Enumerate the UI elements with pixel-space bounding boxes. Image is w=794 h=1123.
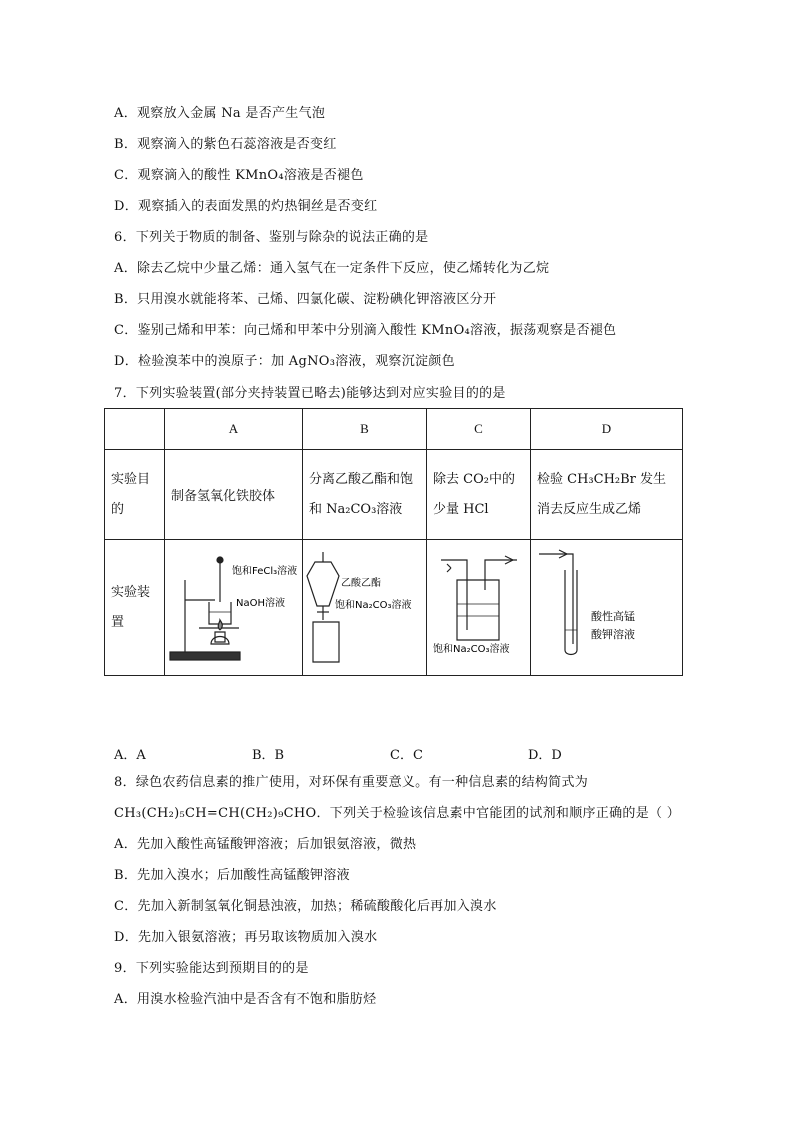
q6-option-c: C．鉴别己烯和甲苯：向己烯和甲苯中分别滴入酸性 KMnO₄溶液，振荡观察是否褪色	[114, 323, 617, 338]
header-b: B	[303, 409, 427, 450]
q8-formula: CH₃(CH₂)₅CH=CH(CH₂)₉CHO．下列关于检验该信息素中官能团的试剂和顺序正确的是（ ）	[114, 806, 681, 821]
q6-option-a: A．除去乙烷中少量乙烯：通入氢气在一定条件下反应，使乙烯转化为乙烷	[114, 261, 550, 276]
apparatus-b	[303, 540, 427, 676]
row-label-apparatus: 实验装置	[105, 540, 165, 676]
gas-washing-bottle-diagram	[427, 540, 531, 671]
q8-option-d: D．先加入银氨溶液；再另取该物质加入溴水	[114, 930, 378, 945]
apparatus-d	[531, 540, 683, 676]
label-kmno4-line1: 酸性高锰	[591, 610, 635, 623]
q6-option-b: B．只用溴水就能将苯、己烯、四氯化碳、淀粉碘化钾溶液区分开	[114, 292, 497, 307]
answer-a: A．A	[114, 748, 146, 763]
q6-stem: 6．下列关于物质的制备、鉴别与除杂的说法正确的是	[114, 230, 429, 245]
header-d: D	[531, 409, 683, 450]
apparatus-a	[165, 540, 303, 676]
table-row-purpose	[105, 450, 683, 540]
answer-d: D．D	[528, 748, 562, 763]
header-a: A	[165, 409, 303, 450]
test-tube-diagram	[531, 540, 683, 671]
purpose-b: 分离乙酸乙酯和饱和 Na₂CO₃溶液	[303, 450, 427, 540]
label-b-na2co3: 饱和Na₂CO₃溶液	[335, 600, 412, 611]
q5-option-a: A．观察放入金属 Na 是否产生气泡	[114, 106, 326, 121]
purpose-d: 检验 CH₃CH₂Br 发生消去反应生成乙烯	[531, 450, 683, 540]
header-c: C	[427, 409, 531, 450]
separatory-funnel-diagram	[303, 540, 427, 671]
heating-beaker-diagram	[165, 540, 303, 671]
row-label-purpose: 实验目的	[105, 450, 165, 540]
answer-c: C．C	[390, 748, 423, 763]
purpose-a: 制备氢氧化铁胶体	[165, 450, 303, 540]
q5-option-b: B．观察滴入的紫色石蕊溶液是否变红	[114, 137, 337, 152]
q5-option-d: D．观察插入的表面发黑的灼热铜丝是否变红	[114, 199, 378, 214]
q6-option-d: D．检验溴苯中的溴原子：加 AgNO₃溶液，观察沉淀颜色	[114, 354, 455, 369]
q8-option-a: A．先加入酸性高锰酸钾溶液；后加银氨溶液，微热	[114, 837, 417, 852]
q7-stem: 7．下列实验装置(部分夹持装置已略去)能够达到对应实验目的的是	[114, 386, 506, 401]
q9-stem: 9．下列实验能达到预期目的的是	[114, 961, 309, 976]
label-ethyl-acetate: 乙酸乙酯	[341, 578, 381, 589]
label-fecl3: 饱和FeCl₃溶液	[232, 566, 298, 577]
label-kmno4-line2: 酸钾溶液	[591, 628, 635, 641]
purpose-c: 除去 CO₂中的少量 HCl	[427, 450, 531, 540]
answer-b: B．B	[252, 748, 285, 763]
header-empty-cell	[105, 409, 165, 450]
q8-option-b: B．先加入溴水；后加酸性高锰酸钾溶液	[114, 868, 350, 883]
table-header-row	[105, 409, 683, 450]
label-c-na2co3: 饱和Na₂CO₃溶液	[433, 644, 510, 655]
q8-stem: 8．绿色农药信息素的推广使用，对环保有重要意义。有一种信息素的结构简式为	[114, 775, 589, 790]
apparatus-c	[427, 540, 531, 676]
table-row-apparatus	[105, 540, 683, 676]
q5-option-c: C．观察滴入的酸性 KMnO₄溶液是否褪色	[114, 168, 364, 183]
q8-option-c: C．先加入新制氢氧化铜悬浊液，加热；稀硫酸酸化后再加入溴水	[114, 899, 497, 914]
q9-option-a: A．用溴水检验汽油中是否含有不饱和脂肪烃	[114, 992, 377, 1007]
experiment-table	[104, 408, 683, 676]
label-naoh: NaOH溶液	[236, 598, 285, 609]
